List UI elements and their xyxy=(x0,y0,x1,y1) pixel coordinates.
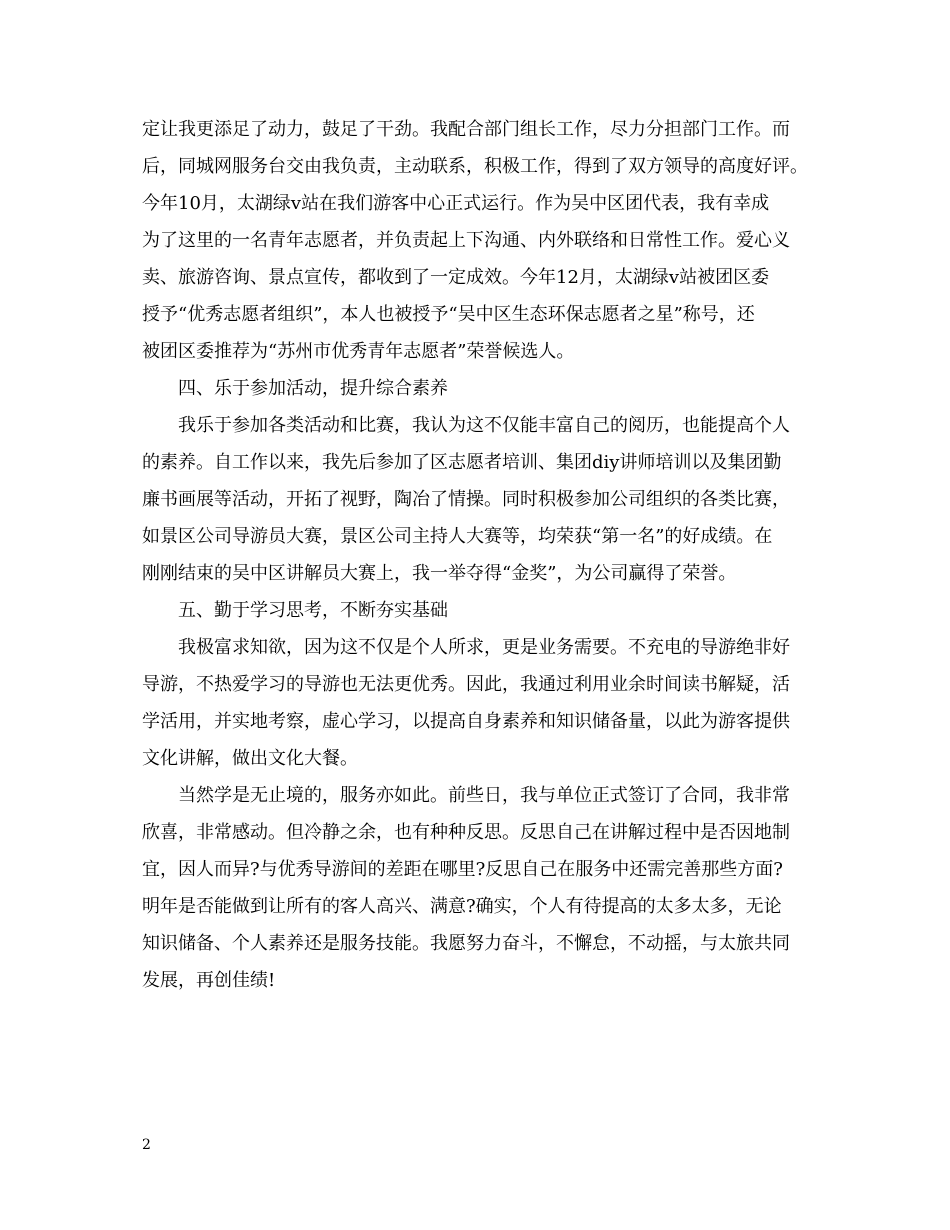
body-text-line: 授予“优秀志愿者组织”，本人也被授予“吴中区生态环保志愿者之星”称号，还 xyxy=(142,304,755,325)
body-text-line: 今年10月，太湖绿v站在我们游客中心正式运行。作为吴中区团代表，我有幸成 xyxy=(142,193,770,214)
page-number: 2 xyxy=(142,1137,151,1153)
body-text-line: 廉书画展等活动，开拓了视野，陶冶了情操。同时积极参加公司组织的各类比赛， xyxy=(142,489,790,510)
body-text-line: 的素养。自工作以来，我先后参加了区志愿者培训、集团diy讲师培训以及集团勤 xyxy=(142,452,782,473)
body-text-line: 我极富求知欲，因为这不仅是个人所求，更是业务需要。不充电的导游绝非好 xyxy=(178,637,790,658)
body-text-line: 刚刚结束的吴中区讲解员大赛上，我一举夺得“金奖”，为公司赢得了荣誉。 xyxy=(142,563,737,584)
body-text-line: 被团区委推荐为“苏州市优秀青年志愿者”荣誉候选人。 xyxy=(142,341,575,362)
body-text-line: 为了这里的一名青年志愿者，并负责起上下沟通、内外联络和日常性工作。爱心义 xyxy=(142,230,790,251)
body-text-line: 明年是否能做到让所有的客人高兴、满意?确实，个人有待提高的太多太多，无论 xyxy=(142,896,782,917)
body-text-line: 当然学是无止境的，服务亦如此。前些日，我与单位正式签订了合同，我非常 xyxy=(178,785,790,806)
body-text-line: 定让我更添足了动力，鼓足了干劲。我配合部门组长工作，尽力分担部门工作。而 xyxy=(142,119,790,140)
body-text-line: 文化讲解，做出文化大餐。 xyxy=(142,748,358,769)
body-text-line: 发展，再创佳绩! xyxy=(142,970,276,991)
body-text-line: 宜，因人而异?与优秀导游间的差距在哪里?反思自己在服务中还需完善那些方面? xyxy=(142,859,783,880)
body-text-line: 欣喜，非常感动。但冷静之余，也有种种反思。反思自己在讲解过程中是否因地制 xyxy=(142,822,790,843)
body-text-line: 我乐于参加各类活动和比赛，我认为这不仅能丰富自己的阅历，也能提高个人 xyxy=(178,415,790,436)
section-heading: 四、乐于参加活动，提升综合素养 xyxy=(178,378,448,399)
section-heading: 五、勤于学习思考，不断夯实基础 xyxy=(178,600,448,621)
body-text-line: 卖、旅游咨询、景点宣传，都收到了一定成效。今年12月，太湖绿v站被团区委 xyxy=(142,267,770,288)
body-text-line: 后，同城网服务台交由我负责，主动联系，积极工作，得到了双方领导的高度好评。 xyxy=(142,156,808,177)
body-text-line: 导游，不热爱学习的导游也无法更优秀。因此，我通过利用业余时间读书解疑，活 xyxy=(142,674,790,695)
body-text-line: 如景区公司导游员大赛，景区公司主持人大赛等，均荣获“第一名”的好成绩。在 xyxy=(142,526,773,547)
body-text-line: 知识储备、个人素养还是服务技能。我愿努力奋斗，不懈怠，不动摇，与太旅共同 xyxy=(142,933,790,954)
body-text-line: 学活用，并实地考察，虚心学习，以提高自身素养和知识储备量，以此为游客提供 xyxy=(142,711,790,732)
